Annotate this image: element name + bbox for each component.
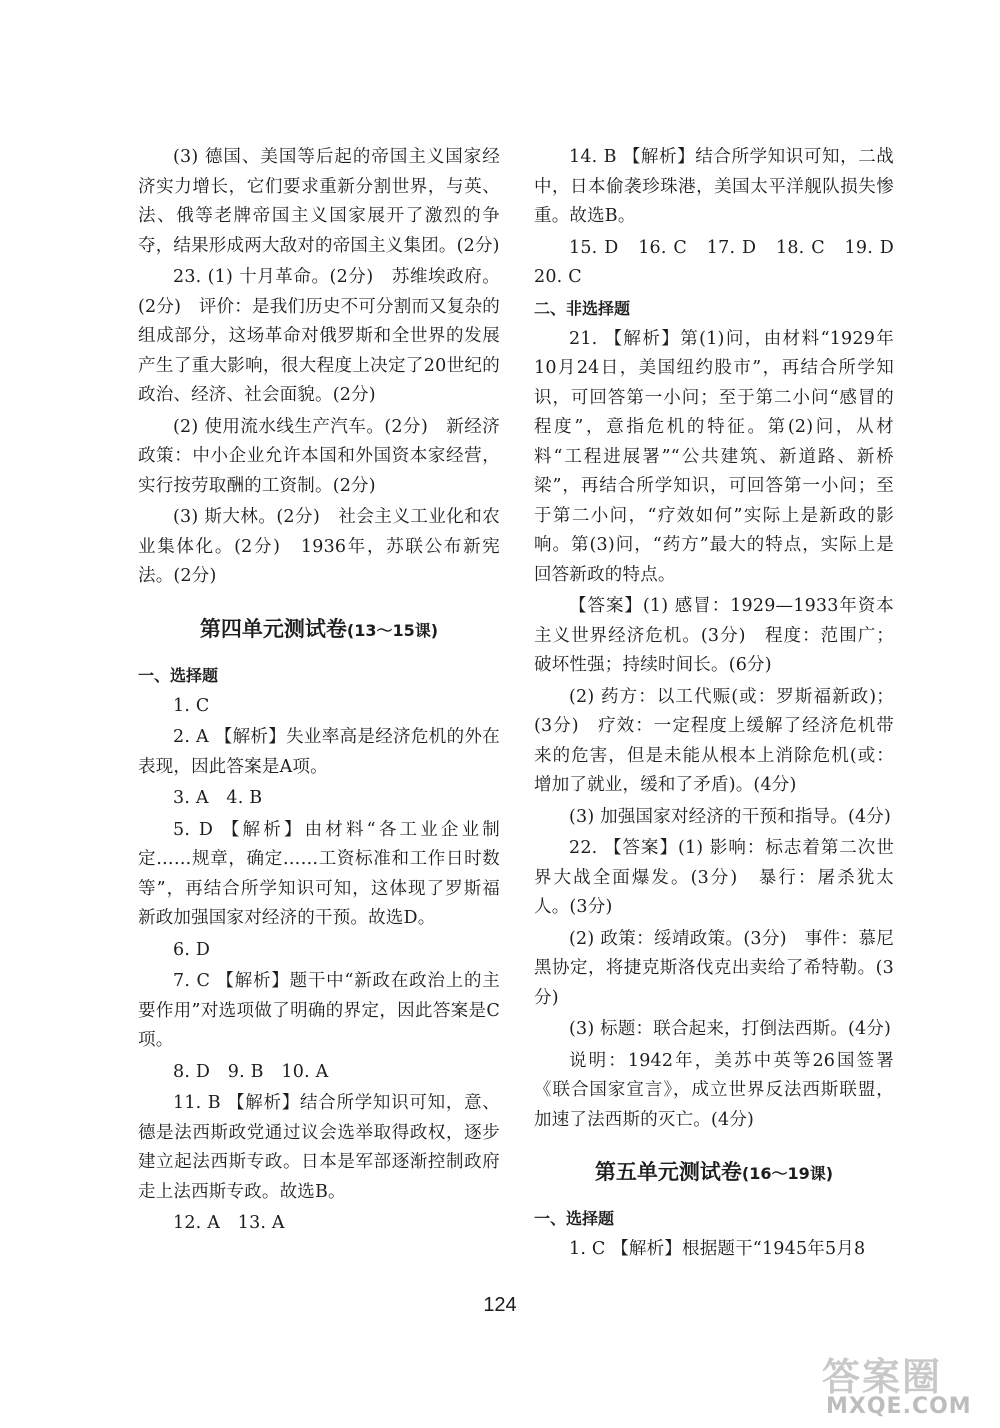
watermark-logo-text: 答案圈 <box>822 1355 943 1399</box>
watermark-url: MXQE.COM <box>826 1394 972 1419</box>
answer-item: 【答案】(1) 感冒：1929—1933年资本主义世界经济危机。(3分) 程度：范围广；破坏性强；持续时间长。(6分) <box>534 596 894 675</box>
answer-item: (3) 加强国家对经济的干预和指导。(4分) <box>569 806 892 827</box>
section-heading-choice: 一、选择题 <box>138 665 219 685</box>
answer-item: 22. 【答案】(1) 影响：标志着第二次世界大战全面爆发。(3分) 暴行：屠杀犹太人。(3分) <box>534 838 894 917</box>
answer-item: 6. D <box>173 939 211 960</box>
answer-paragraph: (2) 使用流水线生产汽车。(2分) 新经济政策：中小企业允许本国和外国资本家经营，实行按劳取酬的工资制。(2分) <box>138 416 500 496</box>
answer-item: 5. D 【解析】由材料“各工业企业制定……规章，确定……工资标准和工作日时数等”，再结合所学知识可知，这体现了罗斯福新政加强国家对经济的干预。故选D。 <box>138 819 500 928</box>
unit5-title: 第五单元测试卷 <box>594 1160 742 1184</box>
answer-paragraph: 23. (1) 十月革命。(2分) 苏维埃政府。(2分) 评价：是我们历史不可分割而又复杂的组成部分，这场革命对俄罗斯和全世界的发展产生了重大影响，很大程度上决定了20世纪的政治、经济、社会面貌。(2分) <box>138 267 500 405</box>
answer-item: 11. B 【解析】结合所学知识可知，意、德是法西斯政党通过议会选举取得政权，逐步建立起法西斯专政。日本是军部逐渐控制政府走上法西斯专政。故选B。 <box>138 1093 500 1202</box>
answer-item: 说明：1942年，美苏中英等26国签署《联合国家宣言》，成立世界反法西斯联盟，加速了法西斯的灭亡。(4分) <box>534 1050 894 1130</box>
answer-item: 1. C <box>173 695 210 716</box>
answer-item: 2. A 【解析】失业率高是经济危机的外在表现，因此答案是A项。 <box>138 727 500 777</box>
answer-item: (3) 标题：联合起来，打倒法西斯。(4分) <box>569 1019 892 1039</box>
answer-item: (2) 药方：以工代赈(或：罗斯福新政)；(3分) 疗效：一定程度上缓解了经济危机带来的危害，但是未能从根本上消除危机(或：增加了就业，缓和了矛盾)。(4分) <box>534 686 894 795</box>
answer-item: 8. D 9. B 10. A <box>173 1061 329 1082</box>
right-column <box>534 143 912 1267</box>
section-heading-choice: 一、选择题 <box>534 1209 615 1228</box>
left-column <box>138 143 500 1241</box>
unit4-heading <box>138 614 500 646</box>
answer-item: 15. D 16. C 17. D 18. C 19. D 20. C <box>534 237 912 287</box>
answer-item: 3. A 4. B <box>173 788 263 808</box>
answer-paragraph: (3) 德国、美国等后起的帝国主义国家经济实力增长，它们要求重新分割世界，与英、法、俄等老牌帝国主义国家展开了激烈的争夺，结果形成两大敌对的帝国主义集团。(2分) <box>138 147 500 256</box>
answer-item: 1. C 【解析】根据题干“1945年5月8 <box>569 1239 866 1259</box>
answer-item: (2) 政策：绥靖政策。(3分) 事件：慕尼黑协定，将捷克斯洛伐克出卖给了希特勒。(3分) <box>534 928 894 1008</box>
answer-paragraph: (3) 斯大林。(2分) 社会主义工业化和农业集体化。(2分) 1936年，苏联公布新宪法。(2分) <box>138 507 500 586</box>
answer-item: 12. A 13. A <box>173 1213 285 1233</box>
unit5-heading <box>534 1157 894 1189</box>
answer-item: 7. C 【解析】题干中“新政在政治上的主要作用”对选项做了明确的界定，因此答案是C项。 <box>138 971 500 1050</box>
page-number: 124 <box>483 1294 517 1316</box>
unit4-title: 第四单元测试卷 <box>199 616 347 641</box>
answer-item: 21. 【解析】第(1)问，由材料“1929年10月24日，美国纽约股市”，再结合所学知识，可回答第一小问；至于第二小问“感冒的程度”，意指危机的特征。第(2)问，从材料“工程进展署”“公共建筑、新道路、新桥梁”，再结合所学知识，可回答第一小问；至于第二小问，“疗效如何”实际上是新政的影响。第(3)问，“药方”最大的特点，实际上是回答新政的特点。 <box>534 328 894 585</box>
unit5-lessons: (16～19课) <box>741 1164 834 1183</box>
section-heading-nonchoice: 二、非选择题 <box>534 298 631 318</box>
answer-item: 14. B 【解析】结合所学知识可知，二战中，日本偷袭珍珠港，美国太平洋舰队损失惨重。故选B。 <box>534 147 894 226</box>
watermark-logo <box>822 1350 992 1420</box>
unit4-lessons: (13～15课) <box>346 620 439 640</box>
